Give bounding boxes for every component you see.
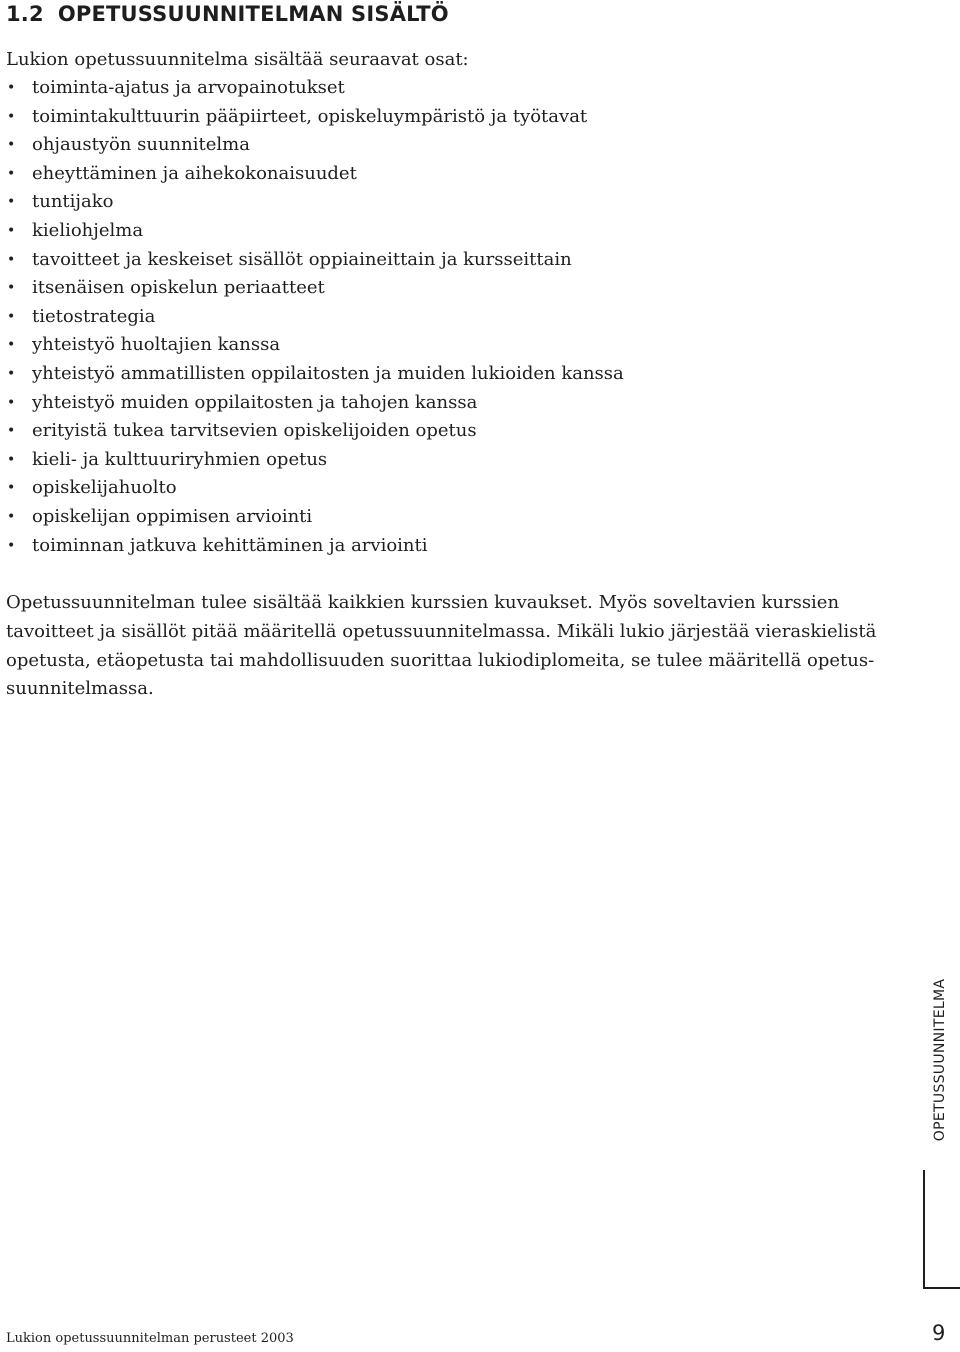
bullet-icon: •: [7, 194, 16, 211]
intro-text: Lukion opetussuunnitelma sisältää seuraavat osat:: [6, 49, 469, 70]
list-item: [6, 74, 624, 103]
list-item: [6, 474, 624, 503]
list-item-text: toimintakulttuurin pääpiirteet, opiskeluympäristö ja työtavat: [32, 105, 588, 127]
list-item-text: toiminnan jatkuva kehittäminen ja arviointi: [32, 534, 428, 556]
list-item-text: yhteistyö huoltajien kanssa: [32, 334, 281, 356]
list-item: [6, 417, 624, 446]
list-item: [6, 331, 624, 360]
section-number: 1.2: [6, 2, 44, 26]
list-item-text: tavoitteet ja keskeiset sisällöt oppiaineittain ja kursseittain: [32, 248, 572, 270]
list-item-text: yhteistyö muiden oppilaitosten ja tahojen kanssa: [32, 391, 478, 413]
bullet-icon: •: [7, 108, 16, 125]
list-item-text: opiskelijahuolto: [32, 477, 177, 499]
list-item-text: eheyttäminen ja aihekokonaisuudet: [32, 162, 357, 184]
paragraph-line: opetusta, etäopetusta tai mahdollisuuden suorittaa lukiodiplomeita, se tulee määritellä opetus-: [6, 649, 875, 671]
list-item-text: itsenäisen opiskelun periaatteet: [32, 277, 325, 299]
list-item-text: ohjaustyön suunnitelma: [32, 134, 250, 156]
bullet-icon: •: [7, 251, 16, 268]
bullet-icon: •: [7, 337, 16, 354]
list-item: [6, 103, 624, 132]
list-item-text: yhteistyö ammatillisten oppilaitosten ja muiden lukioiden kanssa: [32, 362, 624, 384]
corner-rule: [923, 1287, 960, 1289]
paragraph-line: suunnitelmassa.: [6, 678, 154, 700]
list-item: [6, 532, 624, 561]
bullet-icon: •: [7, 423, 16, 440]
contents-list: [6, 74, 624, 560]
bullet-icon: •: [7, 222, 16, 239]
vertical-rule: [923, 1170, 925, 1288]
list-item: [6, 360, 624, 389]
list-item-text: opiskelijan oppimisen arviointi: [32, 505, 313, 527]
side-title-text: OPETUSSUUNNITELMA: [932, 978, 948, 1142]
section-heading: [6, 2, 449, 26]
page-number: 9: [932, 1321, 946, 1345]
list-item: [6, 446, 624, 475]
body-paragraph: [6, 589, 886, 704]
list-item-text: erityistä tukea tarvitsevien opiskelijoiden opetus: [32, 420, 477, 442]
bullet-icon: •: [7, 80, 16, 96]
footer-publication: Lukion opetussuunnitelman perusteet 2003: [6, 1331, 294, 1346]
list-item: [6, 188, 624, 217]
list-item-text: kieli- ja kulttuuriryhmien opetus: [32, 448, 328, 470]
list-item: [6, 131, 624, 160]
list-item: [6, 246, 624, 275]
list-item: [6, 389, 624, 418]
list-item-text: kieliohjelma: [32, 219, 144, 241]
bullet-icon: •: [7, 508, 16, 525]
bullet-icon: •: [7, 165, 16, 182]
list-item-text: tuntijako: [32, 191, 114, 213]
list-item: [6, 217, 624, 246]
list-item-text: tietostrategia: [32, 305, 156, 327]
paragraph-line: Opetussuunnitelman tulee sisältää kaikkien kurssien kuvaukset. Myös soveltavien kurssien: [6, 592, 840, 613]
list-item: [6, 160, 624, 189]
bullet-icon: •: [7, 394, 16, 411]
list-item: [6, 303, 624, 332]
running-side-title: [925, 960, 955, 1160]
bullet-icon: •: [7, 137, 16, 154]
paragraph-line: tavoitteet ja sisällöt pitää määritellä opetussuunnitelmassa. Mikäli lukio järjestää vieraskielistä: [6, 620, 877, 642]
list-item: [6, 503, 624, 532]
bullet-icon: •: [7, 308, 16, 325]
list-item: [6, 274, 624, 303]
bullet-icon: •: [7, 365, 16, 382]
section-title: OPETUSSUUNNITELMAN SISÄLTÖ: [57, 2, 449, 26]
bullet-icon: •: [7, 480, 16, 497]
list-item-text: toiminta-ajatus ja arvopainotukset: [32, 77, 345, 98]
bullet-icon: •: [7, 537, 16, 554]
bullet-icon: •: [7, 451, 16, 468]
bullet-icon: •: [7, 280, 16, 297]
